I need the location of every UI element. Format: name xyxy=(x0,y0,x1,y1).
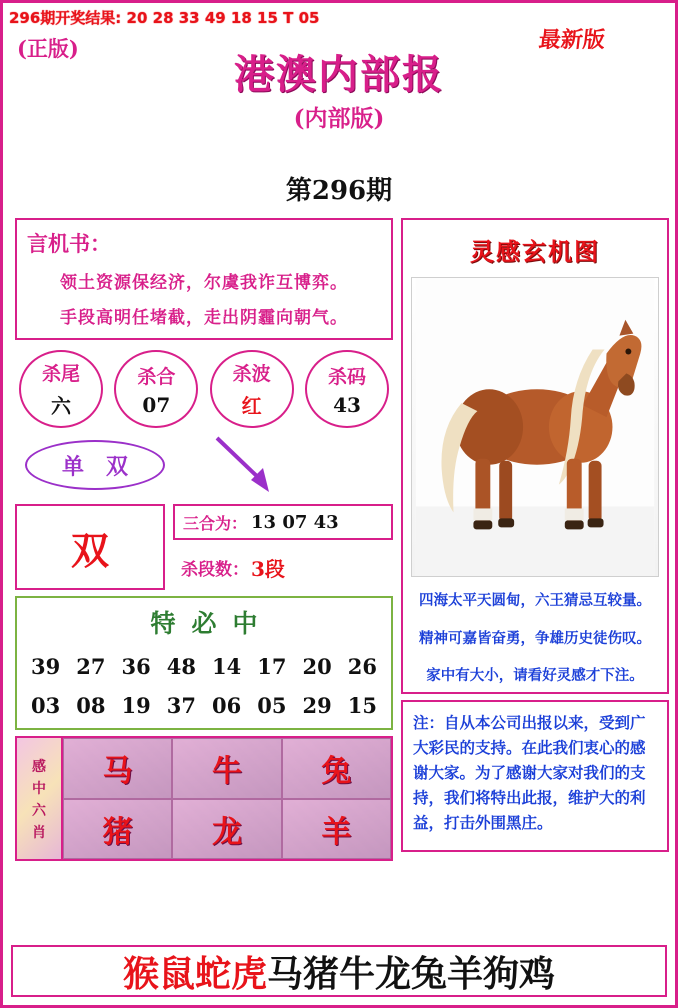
number-cell: 19 xyxy=(121,693,151,718)
right-column xyxy=(401,218,669,852)
selected-parity-box xyxy=(15,504,165,590)
number-cell: 27 xyxy=(76,654,106,679)
number-cell: 08 xyxy=(76,693,106,718)
kill-tail-oval xyxy=(19,350,103,428)
inspiration-caption-1: 四海太平天圆甸，六王猜忌互较量。 xyxy=(419,592,651,609)
zodiac-label: 马 xyxy=(102,754,133,790)
special-numbers-row-2 xyxy=(17,693,391,718)
issue-number: 第296期 xyxy=(285,176,393,206)
poem-box xyxy=(15,218,393,340)
kill-code-oval xyxy=(305,350,389,428)
kill-sum-value: 07 xyxy=(142,392,171,417)
shaduan-value: 3段 xyxy=(251,556,285,581)
odd-even-row xyxy=(15,436,393,500)
zodiac-cell xyxy=(63,738,172,799)
zodiac-cell xyxy=(282,799,391,860)
sanhewei-row xyxy=(173,504,393,540)
zodiac-side-char: 六 xyxy=(32,802,46,819)
zodiac-label: 兔 xyxy=(321,754,352,790)
number-cell: 36 xyxy=(121,654,151,679)
zodiac-grid xyxy=(63,736,393,861)
zodiac-label: 羊 xyxy=(321,814,352,850)
number-cell: 26 xyxy=(347,654,377,679)
special-numbers-heading: 特必中 xyxy=(150,609,274,638)
zodiac-side-char: 中 xyxy=(32,780,46,797)
special-numbers-row-1 xyxy=(17,654,391,679)
number-cell: 37 xyxy=(166,693,196,718)
kill-code-label: 杀码 xyxy=(327,365,366,388)
left-column xyxy=(15,218,393,861)
zodiac-cell xyxy=(282,738,391,799)
note-text: 注：自从本公司出报以来，受到广大彩民的支持。在此我们衷心的感谢大家。为了感谢大家对我们的支持，我们将特出此报，维护大的利益，打击外围黑庄。 xyxy=(413,713,646,833)
zodiac-cell xyxy=(63,799,172,860)
sanhewei-label: 三合为： xyxy=(183,513,248,533)
bottom-black-zodiacs: 马猪牛龙兔羊狗鸡 xyxy=(267,952,556,995)
number-cell: 14 xyxy=(212,654,242,679)
page-title: 港澳内部报 xyxy=(234,51,444,98)
kill-oval-row xyxy=(15,350,393,428)
zodiac-label: 牛 xyxy=(211,754,242,790)
shaduan-label: 杀段数： xyxy=(181,559,249,580)
zodiac-label: 猪 xyxy=(102,814,133,850)
number-cell: 39 xyxy=(31,654,61,679)
zodiac-side-char: 肖 xyxy=(32,824,46,841)
kill-wave-value: 红 xyxy=(241,394,262,418)
number-cell: 15 xyxy=(347,693,377,718)
edition-tag: (正版) xyxy=(17,36,79,61)
arrow-down-right-icon xyxy=(207,424,287,504)
poem-line-2: 手段高明任堵截，走出阴霾向朝气。 xyxy=(60,308,348,328)
poem-title: 言机书： xyxy=(27,231,111,256)
sanhewei-value: 13 07 43 xyxy=(251,511,339,533)
number-cell: 48 xyxy=(166,654,196,679)
number-cell: 20 xyxy=(302,654,332,679)
horse-illustration-icon xyxy=(412,278,658,576)
shaduan-row xyxy=(173,550,393,584)
draw-result-banner: 296期开奖结果: 20 28 33 49 18 15 T 05 xyxy=(9,9,320,27)
horse-photo xyxy=(411,277,659,577)
special-numbers-box xyxy=(15,596,393,730)
kill-sum-oval xyxy=(114,350,198,428)
odd-label: 单 xyxy=(61,453,84,480)
kill-wave-label: 杀波 xyxy=(232,363,271,385)
inspiration-box xyxy=(401,218,669,694)
zodiac-panel xyxy=(15,736,393,861)
inspiration-title: 灵感玄机图 xyxy=(470,237,600,266)
zodiac-side-char: 感 xyxy=(32,758,46,775)
newest-version-tag: 最新版 xyxy=(537,27,607,53)
number-cell: 06 xyxy=(212,693,242,718)
page-subtitle: (内部版) xyxy=(293,105,385,132)
zodiac-side-label xyxy=(15,736,63,861)
poem-line-1: 领土资源保经济，尔虞我诈互博弈。 xyxy=(60,273,348,293)
zodiac-cell xyxy=(172,799,281,860)
inspiration-caption-2: 精神可嘉皆奋勇，争雄历史徒伤叹。 xyxy=(419,629,651,647)
kill-tail-value: 六 xyxy=(51,394,71,418)
number-cell: 05 xyxy=(257,693,287,718)
kill-sum-label: 杀合 xyxy=(137,365,176,388)
kill-wave-oval xyxy=(210,350,294,428)
bottom-zodiac-strip xyxy=(11,945,667,997)
middle-row xyxy=(15,504,393,590)
kill-tail-label: 杀尾 xyxy=(41,363,80,385)
odd-even-oval xyxy=(25,440,165,490)
even-label: 双 xyxy=(106,453,129,480)
inspiration-caption-3: 家中有大小，请看好灵感才下注。 xyxy=(426,667,644,685)
bottom-red-zodiacs: 猴鼠蛇虎 xyxy=(122,952,267,995)
note-box xyxy=(401,700,669,852)
zodiac-label: 龙 xyxy=(211,814,242,850)
zodiac-cell xyxy=(172,738,281,799)
number-cell: 17 xyxy=(257,654,287,679)
selected-parity-value: 双 xyxy=(70,527,109,573)
middle-right xyxy=(173,504,393,590)
kill-code-value: 43 xyxy=(333,392,361,417)
number-cell: 29 xyxy=(302,693,332,718)
number-cell: 03 xyxy=(31,693,61,718)
